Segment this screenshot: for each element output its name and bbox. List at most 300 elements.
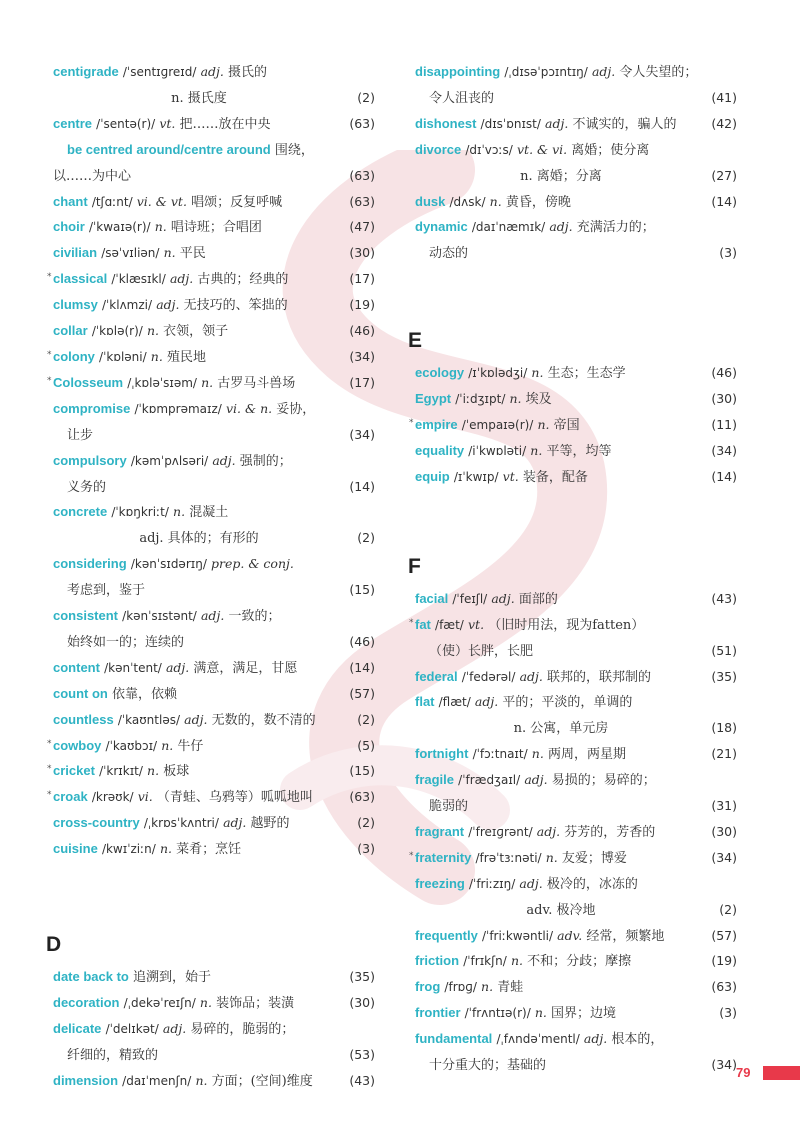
headword: chant <box>53 193 88 209</box>
unit-number: (46) <box>349 633 375 649</box>
phonetic: /tʃɑːnt/ <box>91 194 133 209</box>
definition: 芬芳的，芳香的 <box>564 824 656 840</box>
part-of-speech: n. <box>163 245 176 261</box>
definition: 摄氏的 <box>228 65 268 80</box>
definition: 古典的；经典的 <box>197 272 289 288</box>
dictionary-entry <box>47 785 375 811</box>
entry-body <box>415 768 707 794</box>
definition: 无技巧的、笨拙的 <box>183 298 288 314</box>
part-of-speech: n. <box>537 417 550 433</box>
entry-body <box>53 759 345 785</box>
definition: 经常，频繁地 <box>586 928 665 944</box>
headword: friction <box>415 953 460 969</box>
phonetic: /ˌkrɒsˈkʌntri/ <box>143 816 219 831</box>
entry-main-line <box>53 965 375 991</box>
definition: 友爱；博爱 <box>561 850 627 866</box>
entry-main-line <box>415 138 737 164</box>
part-of-speech: n. <box>161 737 174 753</box>
phonetic: /dɪˈvɔːs/ <box>465 142 513 157</box>
unit-number: (63) <box>349 167 375 183</box>
continuation-text: 以……为中心 <box>53 168 132 184</box>
entry-body <box>53 837 345 863</box>
part-of-speech: adv. <box>557 927 583 943</box>
unit-number: (31) <box>711 798 737 814</box>
part-of-speech: adj. <box>583 1031 608 1047</box>
part-of-speech: vi. & n. <box>225 400 273 416</box>
part-of-speech: adj. <box>519 875 543 891</box>
unit-number: (2) <box>357 815 375 831</box>
phonetic: /daɪˈmenʃn/ <box>122 1073 192 1088</box>
unit-number: (3) <box>719 1005 737 1021</box>
entry-star-mark: * <box>47 375 52 386</box>
entry-body <box>53 112 345 138</box>
entry-body <box>53 991 345 1017</box>
phonetic: /ˌkɒləˈsɪəm/ <box>127 375 197 390</box>
definition: 妥协， <box>276 401 316 417</box>
part-of-speech: adj. <box>165 659 190 675</box>
entry-main-line <box>415 665 737 691</box>
dictionary-entry <box>415 949 737 975</box>
phonetic: /ˈkɒŋkriːt/ <box>111 505 169 520</box>
unit-number: (30) <box>711 823 737 839</box>
part-of-speech: adj. <box>223 815 247 831</box>
headword: decoration <box>53 995 120 1010</box>
continuation-text: 义务的 <box>67 479 107 495</box>
dictionary-entry <box>47 734 375 760</box>
dictionary-entry <box>415 387 737 413</box>
entry-main-line <box>415 361 737 387</box>
dictionary-entry <box>53 837 375 863</box>
unit-number: (63) <box>349 193 375 209</box>
headword: croak <box>53 789 88 805</box>
dictionary-entry <box>415 112 737 138</box>
headword: frequently <box>415 927 478 943</box>
definition: 殖民地 <box>166 349 206 365</box>
entry-body <box>415 215 707 241</box>
phonetic: /ˈkɒləni/ <box>99 349 147 364</box>
entry-main-line <box>53 319 375 345</box>
phonetic: /kəmˈpʌlsəri/ <box>130 453 209 468</box>
phonetic: /kənˈsɪdərɪŋ/ <box>130 557 207 572</box>
headword: consistent <box>53 608 119 624</box>
definition: 方面；(空间)维度 <box>211 1073 313 1089</box>
definition: 易损的；易碎的； <box>551 773 656 789</box>
headword: cowboy <box>53 737 102 753</box>
headword: dimension <box>53 1072 119 1088</box>
dictionary-entry <box>415 587 737 613</box>
continuation-text: n. 公寓，单元房 <box>513 721 609 737</box>
unit-number: (2) <box>357 530 375 546</box>
phonetic: /ˈfreɪɡrənt/ <box>468 824 533 839</box>
entry-body <box>53 241 345 267</box>
phonetic: /ˌfʌndəˈmentl/ <box>496 1032 580 1047</box>
entry-main-line <box>53 734 375 760</box>
unit-number: (35) <box>349 969 375 985</box>
entry-continuation-line <box>53 86 375 112</box>
entry-continuation-line <box>415 716 737 742</box>
entry-main-line <box>53 759 375 785</box>
entry-main-line <box>415 60 737 86</box>
part-of-speech: n. <box>150 348 163 364</box>
unit-number: (42) <box>711 115 737 131</box>
part-of-speech: adj. <box>491 590 515 606</box>
continuation-text: n. 离婚；分离 <box>520 168 602 184</box>
entry-main-line <box>53 449 375 475</box>
phonetic: /ˈsentə(r)/ <box>96 116 156 131</box>
entry-continuation-line <box>415 898 737 924</box>
entry-main-line <box>415 768 737 794</box>
headword: freezing <box>415 875 465 891</box>
part-of-speech: n. <box>545 849 558 865</box>
entry-star-mark: * <box>47 764 52 775</box>
unit-number: (35) <box>711 668 737 684</box>
entry-main-line <box>53 1017 375 1043</box>
entry-body <box>53 449 345 475</box>
part-of-speech: n. <box>530 442 543 458</box>
headword: countless <box>53 711 114 727</box>
phonetic: /fæt/ <box>435 617 464 632</box>
entry-main-line <box>53 60 375 86</box>
entry-star-mark: * <box>47 349 52 360</box>
definition: 无数的，数不清的 <box>211 712 316 728</box>
unit-number: (57) <box>349 685 375 701</box>
entry-body <box>415 465 707 491</box>
entry-main-line <box>415 587 737 613</box>
phonetic: /ˈkaʊbɔɪ/ <box>105 738 158 753</box>
headword: classical <box>53 271 108 287</box>
part-of-speech: vi. & vt. <box>136 193 187 209</box>
entry-main-line <box>53 345 375 371</box>
entry-main-line <box>415 439 737 465</box>
phonetic: /ˈkɒlə(r)/ <box>91 324 143 339</box>
unit-number: (18) <box>711 720 737 736</box>
d-entries <box>53 965 375 1095</box>
dictionary-entry <box>53 319 375 345</box>
definition: 生态；生态学 <box>547 366 626 382</box>
dictionary-entry <box>53 397 375 449</box>
entry-main-line <box>415 613 737 639</box>
entry-body <box>415 924 707 950</box>
unit-number: (34) <box>711 849 737 865</box>
dictionary-entry <box>415 361 737 387</box>
headword: concrete <box>53 504 108 520</box>
entry-body <box>415 1001 707 1027</box>
headword: fat <box>415 616 431 632</box>
headword: empire <box>415 417 458 433</box>
part-of-speech: n. <box>481 979 494 995</box>
entry-main-line <box>415 975 737 1001</box>
entry-body <box>415 60 707 86</box>
headword: civilian <box>53 245 98 261</box>
entry-body <box>415 361 707 387</box>
dictionary-entry <box>53 1069 375 1095</box>
headword: equip <box>415 468 450 484</box>
entry-body <box>53 267 345 293</box>
entry-main-line <box>415 820 737 846</box>
entry-body <box>415 190 707 216</box>
definition: 古罗马斗兽场 <box>217 375 296 391</box>
phonetic: /səˈvɪliən/ <box>101 246 160 261</box>
entry-body <box>67 138 345 164</box>
dictionary-entry <box>415 742 737 768</box>
definition: 牛仔 <box>177 738 204 754</box>
entry-main-line <box>53 138 375 164</box>
headword: fundamental <box>415 1031 493 1047</box>
definition: 易碎的，脆弱的； <box>190 1021 295 1037</box>
left-column <box>46 60 375 1095</box>
e-entries <box>409 361 737 491</box>
continuation-text: （使）长胖，长肥 <box>429 643 534 659</box>
entry-body <box>53 965 345 991</box>
entry-body <box>415 439 707 465</box>
entry-body <box>53 1069 345 1095</box>
part-of-speech: adj. <box>156 297 180 313</box>
unit-number: (30) <box>349 995 375 1010</box>
phonetic: /ˈkwaɪə(r)/ <box>88 220 151 235</box>
definition: 唱颂；反复呼喊 <box>191 194 283 210</box>
section-letter-e: E <box>408 329 423 353</box>
entry-main-line <box>415 215 737 241</box>
dictionary-entry <box>415 60 737 112</box>
entry-body <box>53 656 345 682</box>
part-of-speech: n. <box>509 391 522 407</box>
phonetic: /ˈklʌmzi/ <box>101 298 153 313</box>
part-of-speech: prep. & conj. <box>211 556 294 572</box>
definition: 装饰品；装潢 <box>216 996 295 1011</box>
entry-main-line <box>415 1027 737 1053</box>
part-of-speech: n. <box>489 193 502 209</box>
entry-body <box>415 1027 707 1053</box>
definition: 充满活力的； <box>576 220 655 236</box>
entry-main-line <box>415 949 737 975</box>
part-of-speech: vt. <box>467 616 485 632</box>
entry-body <box>53 397 345 423</box>
headword: date back to <box>53 969 129 985</box>
unit-number: (14) <box>349 478 375 494</box>
unit-number: (51) <box>711 642 737 658</box>
entry-main-line <box>415 690 737 716</box>
headword: cricket <box>53 763 95 779</box>
definition: 国界；边境 <box>551 1006 617 1022</box>
phonetic: /ˈfriːkwəntli/ <box>481 928 554 943</box>
phonetic: /ˈiːdʒɪpt/ <box>455 392 506 407</box>
headword: fortnight <box>415 746 469 762</box>
unit-number: (5) <box>357 737 375 753</box>
dictionary-entry <box>47 267 375 293</box>
definition: 联邦的，联邦制的 <box>547 669 652 685</box>
unit-number: (15) <box>349 582 375 598</box>
definition: 极冷的，冰冻的 <box>546 876 638 892</box>
entry-continuation-line <box>53 164 375 190</box>
part-of-speech: n. <box>531 746 544 762</box>
definition: 两周，两星期 <box>547 747 626 763</box>
unit-number: (14) <box>711 193 737 209</box>
phonetic: /dʌsk/ <box>449 194 486 209</box>
part-of-speech: adj. <box>519 668 543 684</box>
phonetic: /ˈkrɪkɪt/ <box>99 764 143 779</box>
phonetic: /ˈkɒmprəmaɪz/ <box>134 401 222 416</box>
dictionary-entry <box>53 500 375 552</box>
continuation-text: n. 摄氏度 <box>171 90 227 106</box>
headword: dynamic <box>415 219 468 235</box>
entry-continuation-line <box>53 423 375 449</box>
entry-continuation-line <box>53 578 375 604</box>
definition: 把……放在中央 <box>179 116 271 132</box>
entry-continuation-line <box>415 1053 737 1079</box>
entry-body <box>415 138 707 164</box>
headword: colony <box>53 348 95 364</box>
entry-continuation-line <box>415 241 737 267</box>
dictionary-entry <box>53 656 375 682</box>
phonetic: /ˈfedərəl/ <box>461 669 516 684</box>
unit-number: (27) <box>711 167 737 183</box>
entry-main-line <box>53 991 375 1017</box>
part-of-speech: n. <box>195 1072 208 1088</box>
part-of-speech: adj. <box>536 823 561 839</box>
dictionary-entry <box>53 215 375 241</box>
definition: 围绕， <box>274 142 314 158</box>
dictionary-entry <box>415 1027 737 1079</box>
entry-body <box>53 60 345 86</box>
part-of-speech: n. <box>534 1005 547 1021</box>
phonetic: /ˈfrɪkʃn/ <box>463 954 507 969</box>
entry-body <box>53 215 345 241</box>
unit-number: (43) <box>711 590 737 606</box>
phonetic: /ˈfeɪʃl/ <box>452 591 488 606</box>
dictionary-entry <box>415 820 737 846</box>
headword: compulsory <box>53 452 127 468</box>
definition: 唱诗班；合唱团 <box>170 220 262 236</box>
entry-body <box>53 708 345 734</box>
headword: cuisine <box>53 841 98 857</box>
part-of-speech: adj. <box>184 711 208 727</box>
headword: frontier <box>415 1005 461 1021</box>
unit-number: (46) <box>711 365 737 381</box>
dictionary-entry <box>53 449 375 501</box>
continuation-text: 令人沮丧的 <box>429 90 495 106</box>
entry-main-line <box>415 387 737 413</box>
headword: frog <box>415 979 441 995</box>
entry-main-line <box>53 371 375 397</box>
phonetic: /ˈempaɪə(r)/ <box>461 418 534 433</box>
dictionary-entry <box>53 552 375 604</box>
headword: centre <box>53 115 93 131</box>
dictionary-entry <box>53 682 375 708</box>
part-of-speech: n. <box>531 365 544 381</box>
phonetic: /krəʊk/ <box>91 790 134 805</box>
dictionary-entry <box>409 846 737 872</box>
dictionary-entry <box>53 112 375 138</box>
unit-number: (57) <box>711 927 737 943</box>
dictionary-entry <box>53 1017 375 1069</box>
definition: 黄昏，傍晚 <box>505 194 571 210</box>
part-of-speech: n. <box>199 995 212 1010</box>
entry-main-line <box>415 190 737 216</box>
entry-main-line <box>53 267 375 293</box>
continuation-text: 考虑到，鉴于 <box>67 583 146 599</box>
phonetic: /ˌdɪsəˈpɔɪntɪŋ/ <box>504 65 588 79</box>
continuation-text: 纤细的，精致的 <box>67 1047 159 1063</box>
continuation-text: 始终如一的；连续的 <box>67 634 185 650</box>
dictionary-entry <box>47 759 375 785</box>
entry-body <box>53 785 345 811</box>
unit-number: (63) <box>349 115 375 131</box>
entry-body <box>53 811 345 837</box>
headword: disappointing <box>415 64 501 79</box>
entry-main-line <box>53 604 375 630</box>
headword: dusk <box>415 193 446 209</box>
headword: Egypt <box>415 391 452 407</box>
entry-continuation-line <box>53 630 375 656</box>
dictionary-entry <box>53 60 375 112</box>
definition: 埃及 <box>525 392 552 408</box>
entry-main-line <box>415 742 737 768</box>
phonetic: /ɪˈkɒlədʒi/ <box>468 366 528 381</box>
dictionary-entry <box>415 975 737 1001</box>
definition: 帝国 <box>553 418 580 434</box>
part-of-speech: n. <box>147 763 160 779</box>
entry-main-line <box>53 190 375 216</box>
dictionary-entry <box>409 413 737 439</box>
entry-main-line <box>53 656 375 682</box>
section-letter-d: D <box>46 933 62 957</box>
headword: federal <box>415 668 458 684</box>
unit-number: (34) <box>349 426 375 442</box>
entry-main-line <box>53 112 375 138</box>
unit-number: (21) <box>711 746 737 762</box>
part-of-speech: adj. <box>200 608 225 624</box>
part-of-speech: n. <box>146 323 159 339</box>
definition: 平等，均等 <box>546 443 612 459</box>
entry-body <box>415 112 707 138</box>
unit-number: (34) <box>711 442 737 458</box>
dictionary-entry <box>53 811 375 837</box>
entry-body <box>415 665 707 691</box>
headword: compromise <box>53 400 131 416</box>
headword: divorce <box>415 141 462 157</box>
entry-main-line <box>53 837 375 863</box>
phonetic: /kənˈsɪstənt/ <box>122 609 197 624</box>
part-of-speech: adj. <box>549 219 573 235</box>
unit-number: (2) <box>719 901 737 917</box>
unit-number: (15) <box>349 763 375 779</box>
entry-body <box>415 413 707 439</box>
dictionary-entry <box>53 708 375 734</box>
unit-number: (63) <box>711 979 737 995</box>
definition: 菜肴；烹饪 <box>176 842 242 858</box>
definition: （旧时用法，现为fatten） <box>488 617 645 633</box>
section-header-e <box>408 299 737 361</box>
entry-main-line <box>53 215 375 241</box>
unit-number: (17) <box>349 271 375 287</box>
phonetic: /frəˈtɜːnəti/ <box>475 850 542 865</box>
unit-number: (2) <box>357 711 375 727</box>
phonetic: /ˈklæsɪkl/ <box>111 272 166 287</box>
part-of-speech: adj. <box>162 1020 187 1036</box>
unit-number: (53) <box>349 1046 375 1062</box>
part-of-speech: vi. <box>137 789 153 805</box>
entry-body <box>53 371 345 397</box>
dictionary-entry <box>415 465 737 491</box>
unit-number: (17) <box>349 374 375 390</box>
entry-body <box>53 293 345 319</box>
left-entries <box>47 60 375 863</box>
dictionary-entry <box>415 872 737 924</box>
phonetic: /ˈdelɪkət/ <box>105 1021 159 1036</box>
continuation-text: 十分重大的；基础的 <box>429 1058 547 1074</box>
entry-body <box>53 604 345 630</box>
phonetic: /ˈkaʊntləs/ <box>117 712 180 727</box>
